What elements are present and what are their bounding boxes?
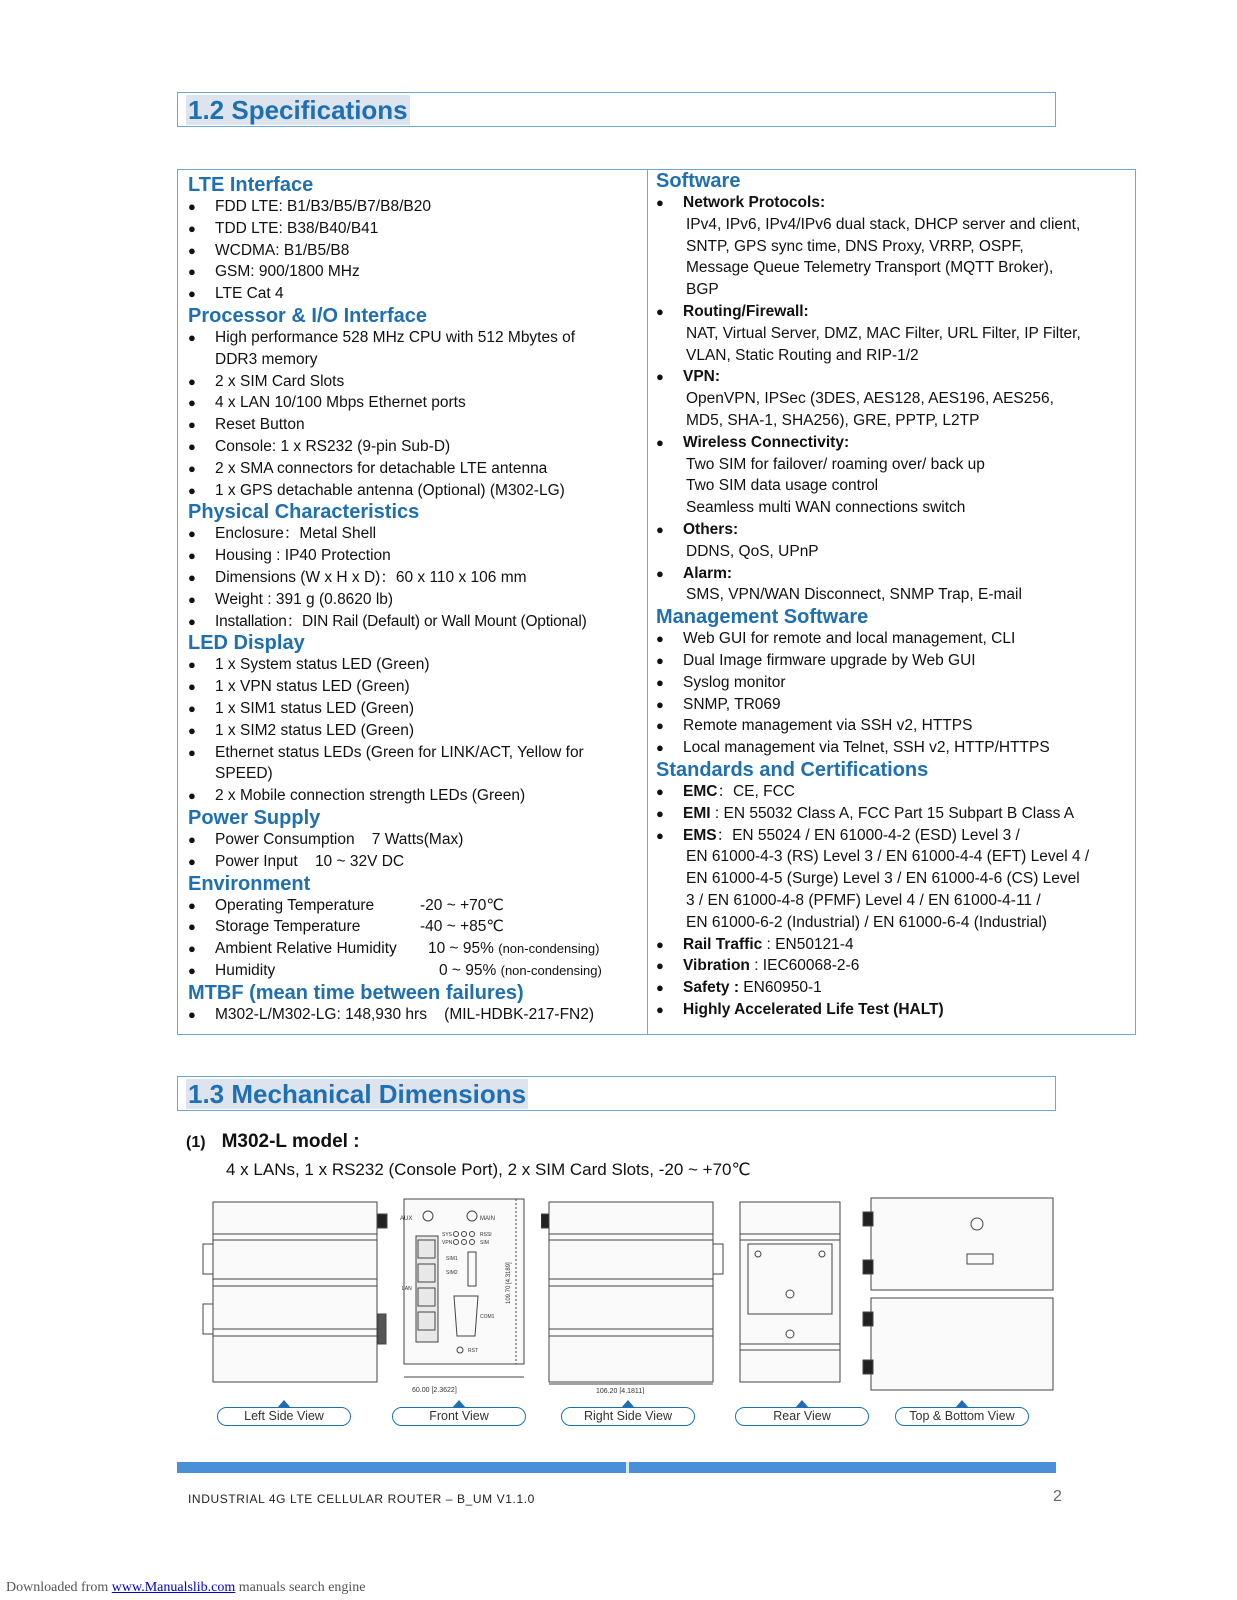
specifications-title: 1.2 Specifications (188, 95, 408, 125)
detail-line: BGP (686, 281, 719, 299)
env-row (188, 916, 638, 938)
list-item: ● 1 x SIM2 status LED (Green) (188, 720, 638, 742)
sim1-label: SIM1 (446, 1256, 458, 1262)
list-item: ● FDD LTE: B1/B3/B5/B7/B8/B20 (188, 196, 638, 218)
detail-line: Two SIM data usage control (686, 477, 879, 495)
model-heading (186, 1131, 360, 1153)
column-divider (647, 170, 648, 1034)
cert-vibration (656, 955, 1131, 977)
cert-label: EMC (683, 782, 718, 800)
list-item: ● Others: (656, 519, 1131, 541)
env-value: 0 ~ 95% (439, 961, 497, 979)
list-item: ● Alarm: (656, 563, 1131, 585)
env-label: Ambient Relative Humidity (215, 940, 397, 958)
env-row (188, 895, 638, 917)
list-item: ● M302-L/M302-LG: 148,930 hrs (MIL-HDBK-217-FN2) (188, 1004, 638, 1026)
front-width-dimension: 60.00 [2.3622] (412, 1387, 457, 1394)
cert-label: EMI (683, 804, 711, 822)
rear-view-label: Rear View (735, 1407, 869, 1426)
list-item: ● 4 x LAN 10/100 Mbps Ethernet ports (188, 392, 638, 414)
group-title-physical: Physical Characteristics (188, 501, 420, 524)
list-item: ● Console: 1 x RS232 (9-pin Sub-D) (188, 436, 638, 458)
list-item: ● Local management via Telnet, SSH v2, HTTP/HTTPS (656, 737, 1131, 759)
list-item: ● Weight : 391 g (0.8620 lb) (188, 589, 638, 611)
left-side-view-drawing (198, 1194, 393, 1394)
cert-text: : EN 55032 Class A, FCC Part 15 Subpart B Class A (710, 804, 1075, 822)
top-bottom-view-drawing (857, 1194, 1057, 1394)
list-item: ● Network Protocols: (656, 192, 1131, 214)
group-title-led: LED Display (188, 632, 305, 655)
aux-label: AUX (400, 1216, 413, 1222)
cert-rail (656, 934, 1131, 956)
list-item: ● 1 x GPS detachable antenna (Optional) (M302-LG) (188, 480, 638, 502)
main-label: MAIN (480, 1216, 495, 1222)
env-note: (non-condensing) (498, 941, 600, 957)
cert-label: Rail Traffic (683, 935, 763, 953)
manualslib-link[interactable]: www.Manualslib.com (111, 1580, 236, 1595)
download-prefix: Downloaded from (6, 1580, 112, 1595)
detail-line: Two SIM for failover/ roaming over/ back up (686, 455, 985, 473)
list-item: ● 2 x SIM Card Slots (188, 371, 638, 393)
group-title-mtbf: MTBF (mean time between failures) (188, 981, 524, 1004)
env-note: (non-condensing) (500, 962, 602, 978)
height-dimension: 109.70 [4.3189] (506, 1262, 512, 1304)
env-row (188, 960, 638, 982)
specifications-table (177, 169, 1136, 1035)
list-item: ● GSM: 900/1800 MHz (188, 261, 638, 283)
group-title-processor: Processor & I/O Interface (188, 304, 427, 327)
sim2-label: SIM2 (446, 1270, 458, 1276)
list-item: ● Routing/Firewall: (656, 301, 1131, 323)
depth-dimension: 106.20 [4.1811] (596, 1388, 645, 1394)
env-label: Storage Temperature (215, 918, 361, 936)
cert-ems (656, 825, 1131, 847)
list-item: ● Dimensions (W x H x D)：60 x 110 x 106 mm (188, 567, 638, 589)
detail-line: EN 61000-6-2 (Industrial) / EN 61000-6-4 (Industrial) (686, 913, 1047, 931)
rear-view-drawing (736, 1194, 846, 1394)
list-item: ● SNMP, TR069 (656, 694, 1131, 716)
group-title-environment: Environment (188, 872, 311, 895)
list-item: ● Web GUI for remote and local management, CLI (656, 628, 1131, 650)
list-item: ● Dual Image firmware upgrade by Web GUI (656, 650, 1131, 672)
cert-label: Vibration (683, 957, 750, 975)
list-item: ● Ethernet status LEDs (Green for LINK/ACT, Yellow for SPEED) (188, 742, 645, 786)
right-column (656, 170, 1131, 1021)
list-item: ● VPN: (656, 366, 1131, 388)
list-item: ● 1 x SIM1 status LED (Green) (188, 698, 638, 720)
sys-label: SYS (442, 1232, 453, 1238)
left-side-view-label: Left Side View (217, 1407, 351, 1426)
com-label: COM1 (480, 1314, 495, 1320)
cert-emi (656, 803, 1131, 825)
list-item: ● 2 x Mobile connection strength LEDs (Green) (188, 785, 638, 807)
download-notice (6, 1580, 366, 1596)
env-label: Humidity (215, 961, 276, 979)
detail-line: DDNS, QoS, UPnP (686, 542, 819, 560)
footer-text: INDUSTRIAL 4G LTE CELLULAR ROUTER – B_UM V1.1.0 (188, 1492, 535, 1506)
sim-label: SIM (480, 1240, 489, 1246)
specifications-heading (177, 92, 1056, 127)
mechanical-title: 1.3 Mechanical Dimensions (188, 1079, 527, 1109)
list-item: ● TDD LTE: B38/B40/B41 (188, 218, 638, 240)
top-bottom-view-label: Top & Bottom View (895, 1407, 1029, 1426)
list-item: ● Enclosure：Metal Shell (188, 523, 638, 545)
list-item: ● LTE Cat 4 (188, 283, 638, 305)
list-item: ● Remote management via SSH v2, HTTPS (656, 715, 1131, 737)
cert-text: : IEC60068-2-6 (749, 957, 860, 975)
group-title-software: Software (656, 170, 741, 192)
list-item: ● Wireless Connectivity: (656, 432, 1131, 454)
list-item: ● 1 x VPN status LED (Green) (188, 676, 638, 698)
right-side-view-drawing (541, 1194, 726, 1394)
group-title-lte: LTE Interface (188, 174, 314, 196)
footer-bar (177, 1462, 1056, 1473)
detail-line: EN 61000-4-5 (Surge) Level 3 / EN 61000-4-6 (CS) Level (686, 870, 1080, 888)
detail-line: Seamless multi WAN connections switch (686, 499, 966, 517)
cert-text: ：CE, FCC (717, 782, 795, 800)
detail-line: SMS, VPN/WAN Disconnect, SNMP Trap, E-mail (686, 586, 1022, 604)
vpn-label: VPN (442, 1240, 453, 1246)
right-side-view-label: Right Side View (561, 1407, 695, 1426)
page-number: 2 (1053, 1488, 1062, 1505)
list-item: ● Power Consumption 7 Watts(Max) (188, 829, 638, 851)
cert-label: Safety : (683, 979, 739, 997)
cert-label: EMS (683, 826, 717, 844)
detail-line: OpenVPN, IPSec (3DES, AES128, AES196, AES256, (686, 390, 1054, 408)
env-label: Operating Temperature (215, 896, 375, 914)
group-title-management: Management Software (656, 606, 869, 629)
detail-line: Message Queue Telemetry Transport (MQTT Broker), (686, 259, 1054, 277)
lan-label: LAN (402, 1286, 412, 1292)
list-item: ● Housing : IP40 Protection (188, 545, 638, 567)
cert-halt: ● Highly Accelerated Life Test (HALT) (656, 999, 1131, 1021)
rst-label: RST (468, 1348, 478, 1354)
list-item: ● Syslog monitor (656, 672, 1131, 694)
group-title-power: Power Supply (188, 806, 321, 829)
model-title: M302-L model : (221, 1131, 360, 1152)
model-number: (1) (186, 1134, 206, 1151)
list-item: ● High performance 528 MHz CPU with 512 Mbytes of DDR3 memory (188, 327, 615, 371)
cert-text: : EN50121-4 (762, 935, 854, 953)
rssi-label: RSSI (480, 1232, 492, 1238)
detail-line: EN 61000-4-3 (RS) Level 3 / EN 61000-4-4 (EFT) Level 4 / (686, 848, 1090, 866)
list-item: ● Installation：DIN Rail (Default) or Wall Mount (Optional) (188, 611, 638, 633)
env-row (188, 938, 638, 960)
env-value: -20 ~ +70℃ (420, 896, 504, 914)
mechanical-heading (177, 1076, 1056, 1111)
detail-line: NAT, Virtual Server, DMZ, MAC Filter, URL Filter, IP Filter, (686, 324, 1081, 342)
list-item: ● Reset Button (188, 414, 638, 436)
download-suffix: manuals search engine (235, 1580, 366, 1595)
env-value: 10 ~ 95% (428, 940, 494, 958)
detail-line: MD5, SHA-1, SHA256), GRE, PPTP, L2TP (686, 411, 980, 429)
left-column (188, 170, 638, 1026)
group-title-standards: Standards and Certifications (656, 758, 929, 781)
cert-safety (656, 977, 1131, 999)
cert-text: ：EN 55024 / EN 61000-4-2 (ESD) Level 3 / (716, 826, 1020, 844)
env-value: -40 ~ +85℃ (420, 918, 504, 936)
list-item: ● Power Input 10 ~ 32V DC (188, 851, 638, 873)
detail-line: SNTP, GPS sync time, DNS Proxy, VRRP, OSPF, (686, 237, 1024, 255)
front-view-label: Front View (392, 1407, 526, 1426)
detail-line: 3 / EN 61000-4-8 (PFMF) Level 4 / EN 61000-4-11 / (686, 891, 1041, 909)
list-item: ● 1 x System status LED (Green) (188, 654, 638, 676)
model-description: 4 x LANs, 1 x RS232 (Console Port), 2 x SIM Card Slots, -20 ~ +70℃ (226, 1160, 751, 1179)
detail-line: IPv4, IPv6, IPv4/IPv6 dual stack, DHCP server and client, (686, 215, 1081, 233)
list-item: ● WCDMA: B1/B5/B8 (188, 240, 638, 262)
cert-emc (656, 781, 1131, 803)
detail-line: VLAN, Static Routing and RIP-1/2 (686, 346, 919, 364)
cert-text: EN60950-1 (739, 979, 822, 997)
list-item: ● 2 x SMA connectors for detachable LTE antenna (188, 458, 638, 480)
